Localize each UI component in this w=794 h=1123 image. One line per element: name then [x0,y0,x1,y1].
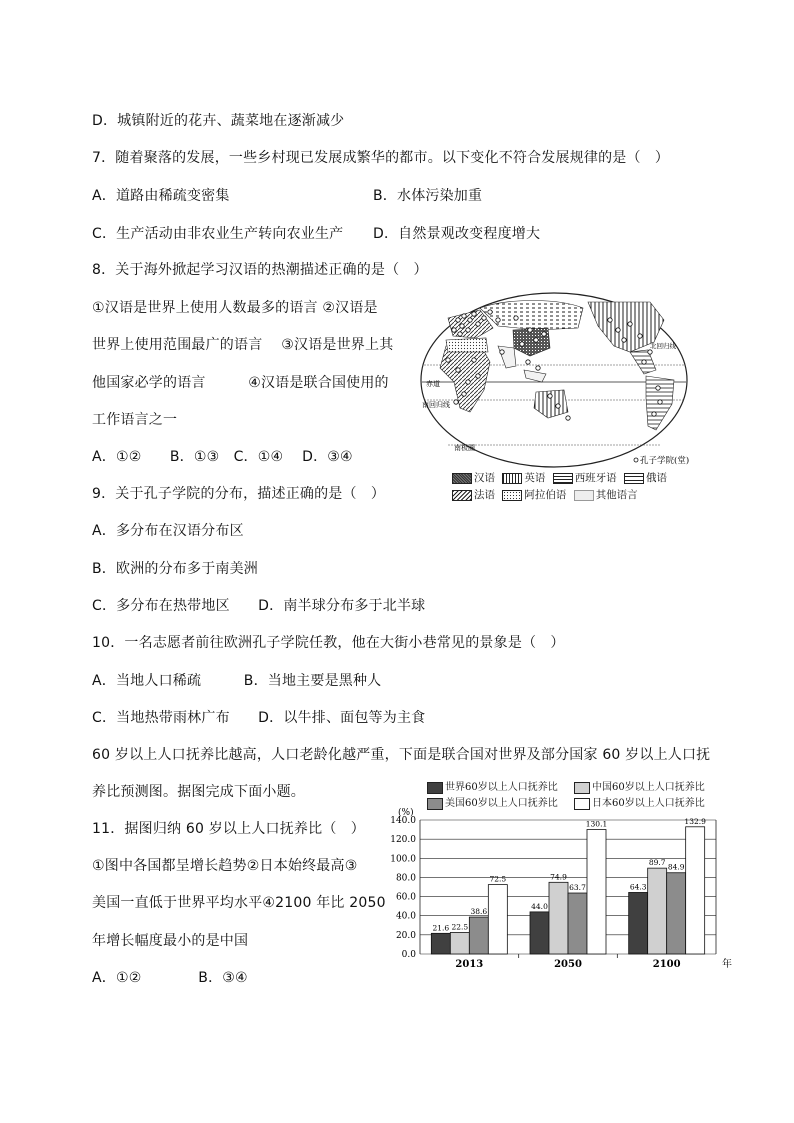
chart-legend-japan: 日本60岁以上人口抚养比 [574,794,705,810]
q7-option-c: C．生产活动由非农业生产转向农业生产 [92,226,344,242]
legend-label-french: 法语 [474,489,495,501]
q10-options-ab: A．当地人口稀疏 B．当地主要是黑种人 [92,673,382,689]
bar [469,917,488,954]
x-category-label: 2100 [652,959,681,970]
legend-swatch-spanish [553,473,573,484]
arctic-tropic-label: 北回归线 [650,342,676,350]
bar-value-label: 84.9 [667,862,685,872]
y-tick-label: 40.0 [395,911,416,922]
q8-statement-2: 世界上使用范围最广的语言 ③汉语是世界上其 [92,337,394,353]
q8-statement-1: ①汉语是世界上使用人数最多的语言 ②汉语是 [92,300,378,316]
map-legend-row-2 [452,487,638,502]
world-language-map [418,290,690,470]
legend-swatch-arabic [502,490,522,501]
q9-option-b: B．欧洲的分布多于南美洲 [92,561,259,577]
chart-intro-2: 养比预测图。据图完成下面小题。 [92,784,305,800]
legend-label-spanish: 西班牙语 [574,472,617,484]
q7-option-d: D．自然景观改变程度增大 [373,226,541,242]
q6-option-d: D．城镇附近的花卉、蔬菜地在逐渐减少 [92,113,345,129]
q11-stem: 11．据图归纳 60 岁以上人口抚养比（ ） [92,821,365,837]
q9-option-a: A．多分布在汉语分布区 [92,523,244,539]
bar-value-label: 21.6 [432,923,450,933]
dependency-ratio-chart [376,806,736,976]
q8-options: A．①② B．①③ C．①④ D．③④ [92,449,353,465]
y-tick-label: 100.0 [390,854,416,865]
bar-value-label: 44.0 [531,901,548,911]
x-category-label: 2050 [554,959,582,970]
antarctic-circle-label: 南极圈 [454,444,475,452]
marker-legend-label: 孔子学院(堂) [640,456,690,466]
legend-label-russian: 俄语 [646,472,668,484]
bar-value-label: 89.7 [648,858,666,868]
q7-option-b: B．水体污染加重 [373,188,483,204]
bar-value-label: 72.5 [489,874,507,884]
y-axis-label: (%) [398,808,414,818]
q8-stem: 8．关于海外掀起学习汉语的热潮描述正确的是（ ） [92,262,428,278]
bar [568,893,587,954]
x-category-label: 2013 [455,959,484,970]
q11-statement-2: 美国一直低于世界平均水平④2100 年比 2050 [92,895,386,911]
bar [629,892,648,954]
legend-swatch-russian [624,473,644,484]
bar-value-label: 64.3 [629,882,647,892]
bar-value-label: 63.7 [569,883,586,893]
bar [450,932,469,954]
q9-stem: 9．关于孔子学院的分布，描述正确的是（ ） [92,486,386,502]
y-tick-label: 140.0 [390,816,416,826]
q11-statement-3: 年增长幅度最小的是中国 [92,933,249,949]
y-tick-label: 80.0 [395,873,416,884]
q7-option-a: A．道路由稀疏变密集 [92,188,230,204]
q9-options-cd: C．多分布在热带地区 D．南半球分布多于北半球 [92,598,426,614]
bar-value-label: 74.9 [550,872,567,882]
q11-options: A．①② B．③④ [92,970,248,986]
bar [686,827,705,954]
y-tick-label: 20.0 [395,930,416,941]
legend-label-chinese: 汉语 [474,472,495,484]
bar [488,885,507,954]
equator-label: 赤道 [426,380,440,388]
legend-label-other: 其他语言 [595,489,638,501]
chart-legend-usa: 美国60岁以上人口抚养比 [427,794,558,810]
q11-statement-1: ①图中各国都呈增长趋势②日本始终最高③ [92,858,358,874]
map-legend-row-1 [452,470,667,485]
legend-swatch-chinese [452,473,472,484]
y-tick-label: 120.0 [390,835,416,846]
bar-value-label: 38.6 [470,907,488,917]
x-axis-label: 年 [722,959,732,970]
legend-label-arabic: 阿拉伯语 [524,489,567,501]
q8-statement-4: 工作语言之一 [92,412,178,428]
y-tick-label: 0.0 [401,950,416,960]
chart-legend-china: 中国60岁以上人口抚养比 [574,778,705,794]
north-africa-region [446,338,488,352]
y-tick-label: 60.0 [395,892,416,903]
bar [667,873,686,954]
q10-stem: 10．一名志愿者前往欧洲孔子学院任教，他在大街小巷常见的景象是（ ） [92,635,565,651]
legend-swatch-english [502,473,522,484]
legend-swatch-french [452,490,472,501]
q10-options-cd: C．当地热带雨林广布 D．以牛排、面包等为主食 [92,710,426,726]
legend-label-english: 英语 [524,472,546,484]
bar-value-label: 22.5 [451,922,469,932]
q7-stem: 7．随着聚落的发展，一些乡村现已发展成繁华的都市。以下变化不符合发展规律的是（ ） [92,150,670,166]
legend-swatch-other [574,490,594,501]
bar [648,868,667,954]
q8-statement-3: 他国家必学的语言 ④汉语是联合国使用的 [92,375,389,391]
chart-intro-1: 60 岁以上人口抚养比越高，人口老龄化越严重，下面是联合国对世界及部分国家 60 岁以上人口抚 [92,747,711,763]
bar [587,829,606,954]
tropic-label: 南回归线 [422,401,450,409]
bar [530,912,549,954]
bar-value-label: 130.1 [585,819,608,829]
chart-legend-world: 世界60岁以上人口抚养比 [427,778,558,794]
bar-value-label: 132.9 [684,816,706,826]
bar [431,933,450,954]
bar [549,882,568,954]
